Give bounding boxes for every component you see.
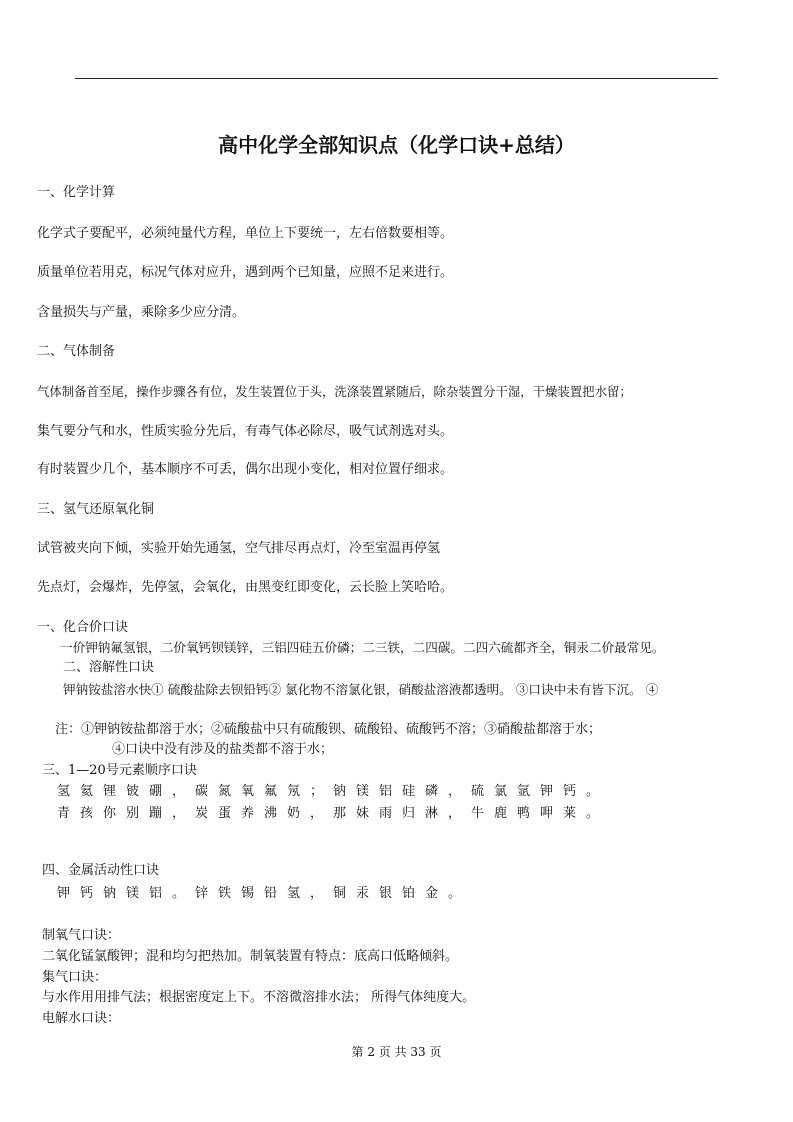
section-heading: 一、化学计算: [37, 185, 116, 200]
header-rule: [75, 78, 718, 79]
paragraph: 先点灯，会爆炸，先停氢，会氧化，由黑变红即变化，云长脸上笑哈哈。: [37, 580, 454, 595]
note: 注：①钾钠铵盐都溶于水；②硫酸盐中只有硫酸钡、硫酸铅、硫酸钙不溶；③硝酸盐都溶于水；: [55, 722, 602, 737]
paragraph: 有时装置少几个，基本顺序不可丢，偶尔出现小变化，相对位置仔细求。: [37, 462, 454, 477]
note: ④口诀中没有涉及的盐类都不溶于水；: [112, 742, 334, 757]
paragraph: 试管被夹向下倾，实验开始先通氢，空气排尽再点灯，冷至室温再停氢: [37, 541, 441, 556]
section-heading: 一、化合价口诀: [37, 620, 129, 635]
section-heading: 电解水口诀：: [42, 1011, 121, 1026]
paragraph: 青孩你别蹦，炭蛋养沸奶，那妹雨归淋，牛鹿鸭呷莱。: [57, 806, 610, 821]
page-number: 第 2 页 共 33 页: [351, 1045, 442, 1059]
paragraph: 钾钠铵盐溶水快① 硫酸盐除去钡铅钙② 氯化物不溶氯化银，硝酸盐溶液都透明。 ③口诀中未有皆下沉。 ④: [63, 682, 659, 697]
section-heading: 三、1—20号元素顺序口诀: [42, 763, 197, 778]
paragraph: 与水作用用排气法；根据密度定上下。不溶微溶排水法； 所得气体纯度大。: [42, 990, 476, 1005]
paragraph: 集气要分气和水，性质实验分先后，有毒气体必除尽，吸气试剂选对头。: [37, 424, 454, 439]
section-heading: 制氧气口诀：: [42, 928, 121, 943]
section-heading: 二、溶解性口诀: [63, 660, 155, 675]
section-heading: 二、气体制备: [37, 344, 116, 359]
page-title: 高中化学全部知识点（化学口诀+总结）: [218, 133, 575, 157]
paragraph: 质量单位若用克，标况气体对应升，遇到两个已知量，应照不足来进行。: [37, 265, 454, 280]
paragraph: 一价钾钠氟氢银，二价氧钙钡镁锌，三铝四硅五价磷；二三铁，二四碳。二四六硫都齐全，铜汞二价最常见。: [60, 640, 665, 655]
paragraph: 含量损失与产量，乘除多少应分清。: [37, 305, 246, 320]
section-heading: 四、金属活动性口诀: [42, 863, 160, 878]
paragraph: 气体制备首至尾，操作步骤各有位，发生装置位于头，洗涤装置紧随后，除杂装置分干湿，干燥装置把水留；: [37, 384, 632, 399]
section-heading: 集气口诀：: [42, 970, 108, 985]
paragraph: 二氧化锰氯酸钾；混和均匀把热加。制氧装置有特点：底高口低略倾斜。: [42, 949, 459, 964]
paragraph: 化学式子要配平，必须纯量代方程，单位上下要统一，左右倍数要相等。: [37, 226, 454, 241]
section-heading: 三、氢气还原氧化铜: [37, 502, 155, 517]
paragraph: 氢氦锂铍硼，碳氮氧氟氖；钠镁铝硅磷，硫氯氩钾钙。: [57, 784, 610, 799]
paragraph: 钾钙钠镁铝。锌铁锡铅氢，铜汞银铂金。: [57, 886, 472, 901]
